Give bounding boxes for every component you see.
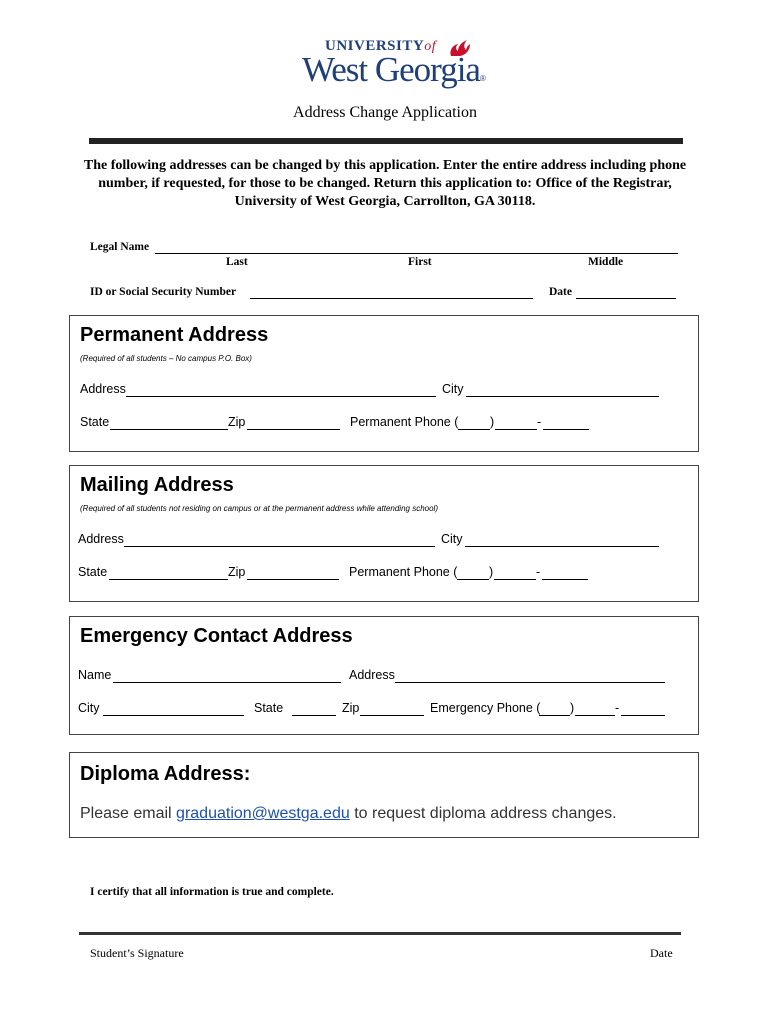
legal-name-label: Legal Name (90, 241, 150, 253)
mailing-address-label: Address (78, 532, 124, 546)
permanent-state-label: State (80, 415, 110, 429)
diploma-address-title: Diploma Address: (80, 763, 251, 785)
legal-name-field[interactable] (155, 253, 678, 254)
permanent-city-label: City (442, 382, 464, 396)
emergency-phone-area-field[interactable] (539, 715, 570, 716)
emergency-state-label: State (254, 701, 284, 715)
mailing-phone-prefix-field[interactable] (494, 579, 536, 580)
logo-name-text: West Georgia (302, 50, 480, 89)
permanent-state-field[interactable] (110, 429, 228, 430)
page-title: Address Change Application (293, 104, 477, 121)
emergency-phone-dash: - (615, 701, 620, 715)
mailing-phone-area-field[interactable] (457, 579, 489, 580)
mailing-state-label: State (78, 565, 108, 579)
emergency-contact-title: Emergency Contact Address (80, 625, 353, 647)
certification-statement: I certify that all information is true and complete. (90, 886, 334, 898)
emergency-name-field[interactable] (113, 682, 341, 683)
mailing-address-field[interactable] (124, 546, 435, 547)
permanent-phone-paren: ) (490, 415, 495, 429)
date-top-field[interactable] (576, 298, 676, 299)
permanent-phone-dash: - (537, 415, 542, 429)
permanent-phone-area-field[interactable] (458, 429, 490, 430)
permanent-address-section (69, 315, 699, 452)
emergency-phone-label: Emergency Phone ( (430, 701, 541, 715)
legal-name-first-caption: First (408, 256, 432, 268)
logo-of-text: of (424, 39, 437, 54)
signature-date-label: Date (650, 946, 673, 960)
emergency-phone-prefix-field[interactable] (575, 715, 615, 716)
diploma-text-before: Please email (80, 805, 177, 822)
mailing-phone-line-field[interactable] (542, 579, 588, 580)
diploma-address-section (69, 752, 699, 838)
mailing-city-field[interactable] (465, 546, 659, 547)
mailing-phone-label: Permanent Phone ( (349, 565, 458, 579)
permanent-city-field[interactable] (466, 396, 659, 397)
mailing-zip-field[interactable] (247, 579, 339, 580)
permanent-phone-label: Permanent Phone ( (350, 415, 459, 429)
mailing-state-field[interactable] (109, 579, 228, 580)
id-label: ID or Social Security Number (90, 286, 237, 298)
emergency-phone-line-field[interactable] (621, 715, 665, 716)
mailing-address-section (69, 465, 699, 602)
legal-name-middle-caption: Middle (588, 256, 624, 268)
permanent-zip-field[interactable] (247, 429, 340, 430)
logo-trademark: ® (480, 74, 486, 83)
university-logo (300, 36, 490, 92)
mailing-phone-dash: - (536, 565, 541, 579)
legal-name-last-caption: Last (226, 256, 248, 268)
mailing-address-title: Mailing Address (80, 474, 234, 496)
signature-line[interactable] (79, 932, 681, 935)
emergency-zip-field[interactable] (360, 715, 424, 716)
emergency-address-label: Address (349, 668, 395, 682)
emergency-phone-paren: ) (570, 701, 575, 715)
emergency-name-label: Name (78, 668, 112, 682)
permanent-address-note: (Required of all students – No campus P.O. Box) (80, 354, 252, 363)
permanent-phone-line-field[interactable] (543, 429, 589, 430)
title-divider (89, 138, 683, 144)
emergency-contact-section (69, 616, 699, 735)
emergency-city-label: City (78, 701, 100, 715)
mailing-phone-paren: ) (489, 565, 494, 579)
intro-instructions: The following addresses can be changed by this application. Enter the entire address including phone number, if requested, for those to be changed. Return this application to: Office of the Registrar, University of West Georgia, Carrollton, GA 30118. (83, 158, 687, 209)
emergency-address-field[interactable] (395, 682, 665, 683)
date-top-label: Date (549, 286, 572, 298)
emergency-city-field[interactable] (103, 715, 244, 716)
id-field[interactable] (250, 298, 533, 299)
emergency-zip-label: Zip (342, 701, 360, 715)
permanent-address-field[interactable] (126, 396, 436, 397)
signature-label: Student’s Signature (90, 946, 184, 960)
mailing-city-label: City (441, 532, 463, 546)
graduation-email-link[interactable]: graduation@westga.edu (176, 805, 350, 822)
permanent-phone-prefix-field[interactable] (495, 429, 537, 430)
permanent-address-label: Address (80, 382, 126, 396)
diploma-text-after: to request diploma address changes. (349, 805, 617, 822)
logo-university-text: UNIVERSITY (325, 38, 425, 54)
emergency-state-field[interactable] (292, 715, 336, 716)
mailing-zip-label: Zip (228, 565, 246, 579)
permanent-address-title: Permanent Address (80, 324, 269, 346)
diploma-instructions (80, 805, 617, 823)
permanent-zip-label: Zip (228, 415, 246, 429)
mailing-address-note: (Required of all students not residing on campus or at the permanent address while attending school) (80, 504, 438, 513)
